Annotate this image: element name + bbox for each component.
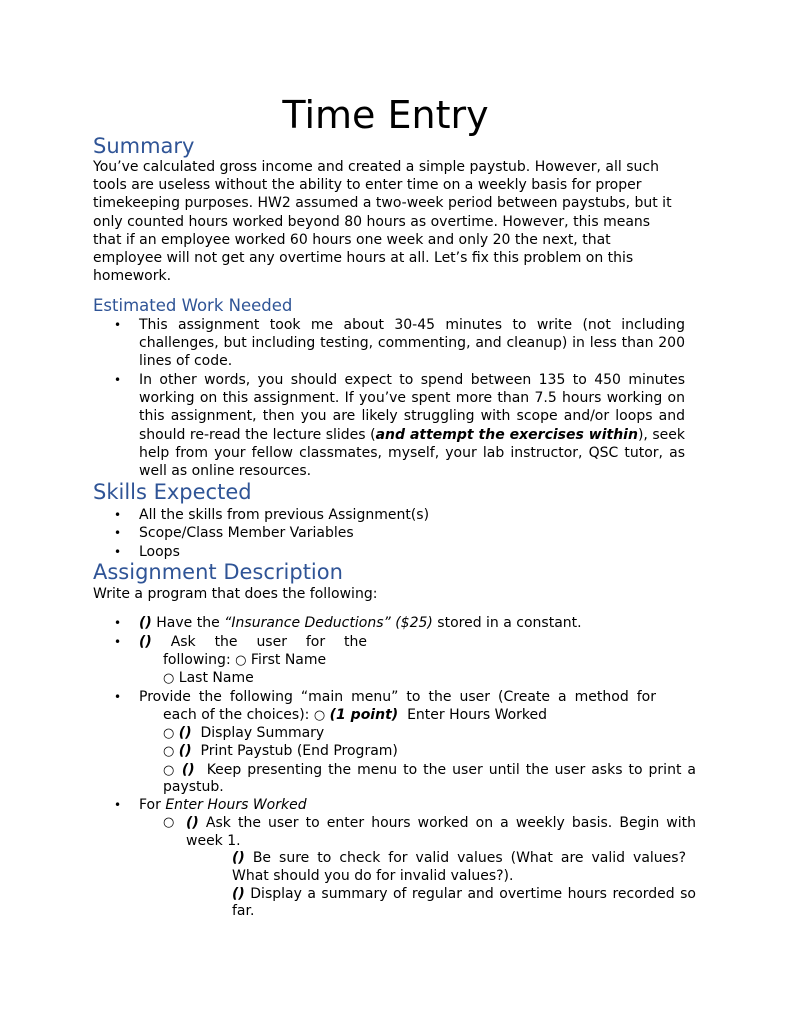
assignment-intro: Write a program that does the following:	[93, 586, 378, 602]
bullet-icon: •	[114, 798, 122, 812]
menu-display-summary: ○ () Display Summary	[163, 725, 325, 741]
menu-keep-presenting-cont: paystub.	[163, 779, 224, 795]
points-marker: ()	[139, 634, 152, 650]
assignment-item-1: () Have the “Insurance Deductions” ($25) stored in a constant.	[139, 615, 582, 631]
hours-ask-line-cont: week 1.	[186, 833, 241, 849]
assignment-item-2-cont: following: ○ First Name	[163, 652, 327, 668]
bullet-icon: •	[114, 318, 122, 332]
skills-heading: Skills Expected	[93, 480, 252, 504]
menu-print-paystub: ○ () Print Paystub (End Program)	[163, 743, 398, 759]
points-marker: ()	[139, 615, 152, 631]
hours-ask-line: () Ask the user to enter hours worked on a weekly basis. Begin with	[186, 815, 696, 831]
circle-bullet-icon: ○	[163, 671, 175, 686]
estimated-item-1: This assignment took me about 30-45 minutes to write (not including challenges, but including testing, commenting, and cleanup) in less than 200 lines of code.	[139, 317, 685, 370]
skills-item-3: Loops	[139, 544, 180, 560]
summary-text: You’ve calculated gross income and created a simple paystub. However, all such tools are useless without the ability to enter time on a weekly basis for proper timekeeping purposes. HW2 assumed a two-week period between paystubs, but it only counted hours worked beyond 80 hours as overtime. However, this means that if an employee worked 60 hours one week and only 20 the next, that employee will not get any overtime hours at all. Let’s fix this problem on this homework.	[93, 159, 672, 285]
assignment-item-2: () Ask the user for the	[139, 634, 367, 650]
assignment-heading: Assignment Description	[93, 560, 343, 584]
bullet-icon: •	[114, 508, 122, 522]
bullet-icon: •	[114, 616, 122, 630]
summary-heading: Summary	[93, 134, 195, 158]
assignment-item-3: Provide the following “main menu” to the user (Create a method for	[139, 689, 656, 705]
bullet-icon: •	[114, 635, 122, 649]
points-marker: ()	[178, 743, 192, 759]
valid-values-line: () Be sure to check for valid values (What are valid values?	[232, 850, 687, 866]
points-marker: ()	[178, 725, 192, 741]
points-marker: ()	[186, 815, 199, 831]
circle-bullet-icon: ○	[235, 653, 247, 668]
bullet-icon: •	[114, 545, 122, 559]
points-marker: ()	[181, 762, 195, 778]
points-marker: (1 point)	[329, 707, 399, 723]
points-marker: ()	[232, 850, 245, 866]
assignment-item-4: For Enter Hours Worked	[139, 797, 307, 813]
valid-values-line-cont: What should you do for invalid values?).	[232, 868, 514, 884]
circle-bullet-icon: ○	[163, 763, 176, 778]
circle-bullet-icon: ○	[163, 744, 175, 759]
estimated-heading: Estimated Work Needed	[93, 296, 293, 315]
circle-bullet-icon: ○	[163, 815, 175, 830]
points-marker: ()	[232, 886, 245, 902]
bullet-icon: •	[114, 690, 122, 704]
bullet-icon: •	[114, 373, 122, 387]
hours-summary-line-cont: far.	[232, 903, 255, 919]
bullet-icon: •	[114, 526, 122, 540]
menu-keep-presenting: ○ () Keep presenting the menu to the user until the user asks to print a	[163, 762, 697, 778]
skills-item-1: All the skills from previous Assignment(s)	[139, 507, 430, 523]
emphasis-text: and attempt the exercises within	[375, 426, 638, 443]
assignment-item-3-cont: each of the choices): ○ (1 point) Enter Hours Worked	[163, 707, 548, 723]
skills-item-2: Scope/Class Member Variables	[139, 525, 354, 541]
page-title: Time Entry	[282, 93, 489, 137]
circle-bullet-icon: ○	[163, 726, 175, 741]
assignment-item-2-sub: ○ Last Name	[163, 670, 254, 686]
hours-summary-line: () Display a summary of regular and overtime hours recorded so	[232, 886, 697, 902]
estimated-item-2: In other words, you should expect to spend between 135 to 450 minutes working on this assignment. If you’ve spent more than 7.5 hours working on this assignment, then you are likely struggling with scope and/or loops and should re-read the lecture slides (and attempt the exercises within), seek help from your fellow classmates, myself, your lab instructor, QSC tutor, as well as online resources.	[139, 372, 686, 480]
circle-bullet-icon: ○	[313, 708, 326, 723]
